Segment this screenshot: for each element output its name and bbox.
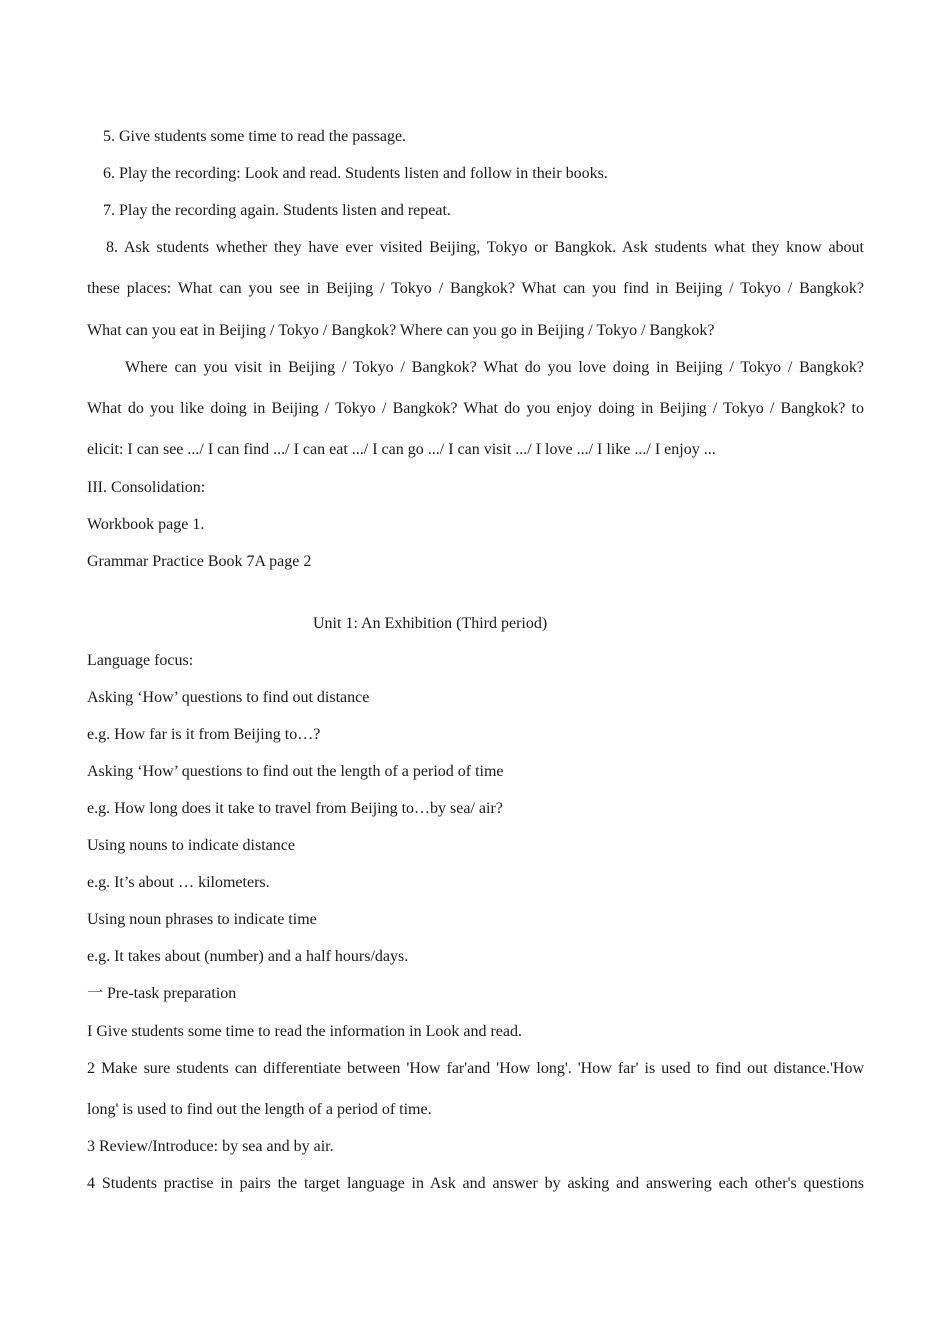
workbook-line: Workbook page 1. bbox=[87, 516, 205, 533]
step-6: 6. Play the recording: Look and read. Students listen and follow in their books. bbox=[103, 165, 608, 182]
language-focus-heading: Language focus: bbox=[87, 652, 194, 669]
language-focus-item: e.g. How long does it take to travel from Beijing to…by sea/ air? bbox=[87, 800, 503, 817]
unit-title: Unit 1: An Exhibition (Third period) bbox=[313, 615, 548, 632]
step-8-line-2: these places: What can you see in Beijing / Tokyo / Bangkok? What can you find in Beijing / Tokyo / Bangkok? bbox=[87, 280, 864, 297]
language-focus-item: Using nouns to indicate distance bbox=[87, 837, 295, 854]
step-7: 7. Play the recording again. Students listen and repeat. bbox=[103, 202, 451, 219]
pretask-step-2-line-1: 2 Make sure students can differentiate between 'How far'and 'How long'. 'How far' is used to find out distance.'How bbox=[87, 1060, 864, 1077]
grammar-book-line: Grammar Practice Book 7A page 2 bbox=[87, 553, 312, 570]
step-8-line-4: Where can you visit in Beijing / Tokyo / Bangkok? What do you love doing in Beijing / Tokyo / Bangkok? bbox=[125, 359, 864, 376]
step-8-line-1: 8. Ask students whether they have ever visited Beijing, Tokyo or Bangkok. Ask students what they know about bbox=[106, 239, 864, 256]
language-focus-item: e.g. It takes about (number) and a half hours/days. bbox=[87, 948, 409, 965]
pretask-step-1: I Give students some time to read the information in Look and read. bbox=[87, 1023, 522, 1040]
pretask-step-3: 3 Review/Introduce: by sea and by air. bbox=[87, 1138, 334, 1155]
step-8-line-3: What can you eat in Beijing / Tokyo / Bangkok? Where can you go in Beijing / Tokyo / Bangkok? bbox=[87, 322, 715, 339]
language-focus-item: Asking ‘How’ questions to find out distance bbox=[87, 689, 370, 706]
language-focus-item: e.g. It’s about … kilometers. bbox=[87, 874, 270, 891]
step-8-line-5: What do you like doing in Beijing / Tokyo / Bangkok? What do you enjoy doing in Beijing / Tokyo / Bangkok? to bbox=[87, 400, 864, 417]
language-focus-item: Using noun phrases to indicate time bbox=[87, 911, 317, 928]
consolidation-heading: III. Consolidation: bbox=[87, 479, 206, 496]
language-focus-item: e.g. How far is it from Beijing to…? bbox=[87, 726, 321, 743]
pretask-step-2-line-2: long' is used to find out the length of a period of time. bbox=[87, 1101, 432, 1118]
language-focus-item: Asking ‘How’ questions to find out the length of a period of time bbox=[87, 763, 504, 780]
step-8-line-6: elicit: I can see .../ I can find .../ I can eat .../ I can go .../ I can visit .../ I love .../ I like .../ I enjoy ... bbox=[87, 441, 716, 458]
step-5: 5. Give students some time to read the passage. bbox=[103, 128, 407, 145]
pretask-heading: 一 Pre-task preparation bbox=[87, 985, 237, 1002]
pretask-step-4: 4 Students practise in pairs the target language in Ask and answer by asking and answering each other's questions bbox=[87, 1175, 864, 1192]
